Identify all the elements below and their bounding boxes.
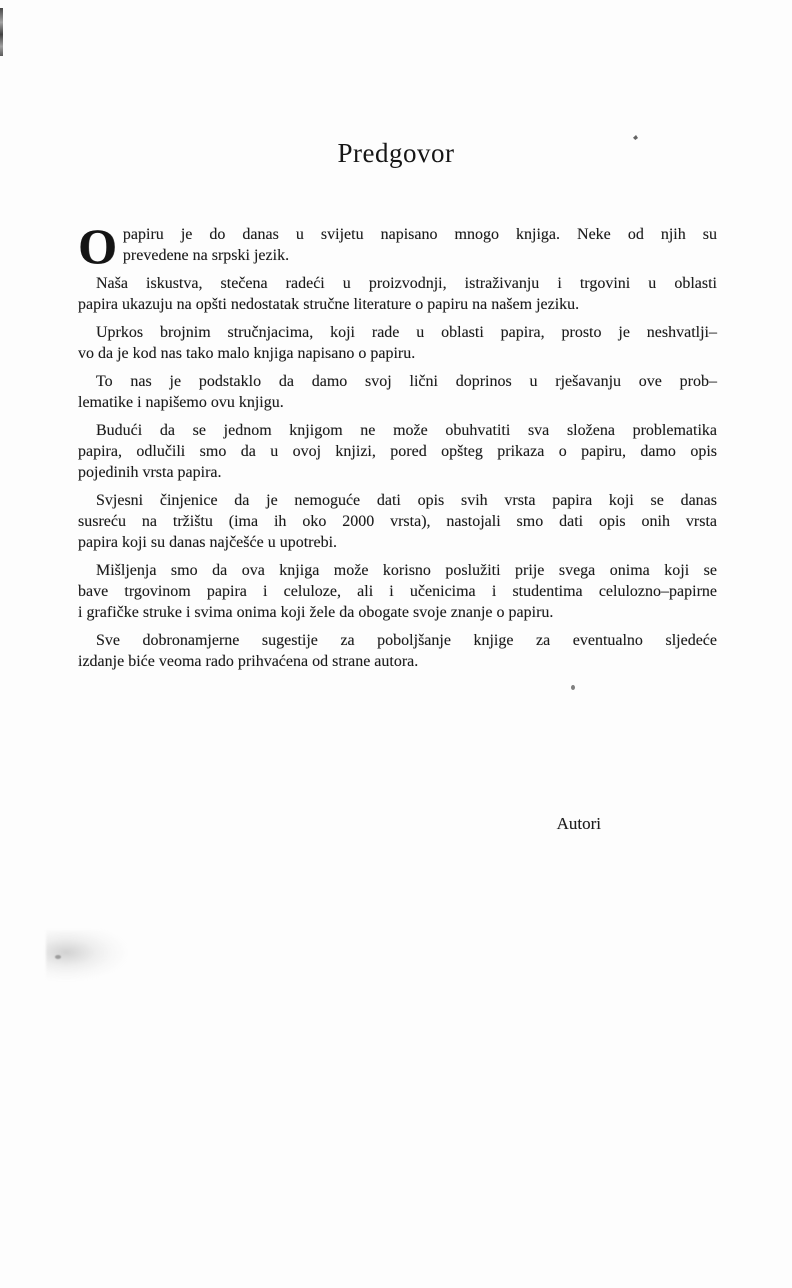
text-line: pojedinih vrsta papira. bbox=[78, 464, 222, 481]
paragraph bbox=[78, 371, 717, 413]
text-line: papira, odlučili smo da u ovoj knjizi, pored opšteg prikaza o papiru, damo opis bbox=[78, 443, 717, 460]
scan-artifact-speck bbox=[571, 685, 575, 690]
text-line: Sve dobronamjerne sugestije za poboljšanje knjige za eventualno sljedeće bbox=[96, 632, 717, 649]
page-title: Predgovor bbox=[337, 138, 455, 168]
text-line: Naša iskustva, stečena radeći u proizvodnji, istraživanju i trgovini u oblasti bbox=[96, 275, 717, 292]
paragraph bbox=[78, 273, 717, 315]
text-line: bave trgovinom papira i celuloze, ali i učenicima i studentima celulozno–papirne bbox=[78, 583, 717, 600]
text-line: papira ukazuju na opšti nedostatak stručne literature o papiru na našem jeziku. bbox=[78, 296, 580, 313]
text-line: Uprkos brojnim stručnjacima, koji rade u oblasti papira, prosto je neshvatlji– bbox=[96, 324, 717, 341]
preface-text-block bbox=[78, 218, 717, 679]
text-line: Mišljenja smo da ova knjiga može korisno poslužiti prije svega onima koji se bbox=[96, 562, 717, 579]
text-line: papiru je do danas u svijetu napisano mnogo knjiga. Neke od njih su bbox=[122, 226, 717, 243]
text-line: i grafičke struke i svima onima koji žele da obogate svoje znanje o papiru. bbox=[78, 604, 554, 621]
author-signature: Autori bbox=[556, 814, 601, 833]
text-line: Svjesni činjenice da je nemoguće dati opis svih vrsta papira koji se danas bbox=[96, 492, 717, 509]
drop-cap: O bbox=[78, 218, 117, 274]
scan-artifact-smudge-dot bbox=[55, 955, 61, 959]
text-line: To nas je podstaklo da damo svoj lični doprinos u rješavanju ove prob– bbox=[96, 373, 717, 390]
paragraph bbox=[78, 560, 717, 623]
scan-artifact-left-edge bbox=[0, 8, 3, 56]
text-line: papira koji su danas najčešće u upotrebi. bbox=[78, 534, 338, 551]
text-line: prevedene na srpski jezik. bbox=[122, 247, 290, 264]
paragraph bbox=[78, 322, 717, 364]
text-line: lematike i napišemo ovu knjigu. bbox=[78, 394, 284, 411]
paragraph bbox=[78, 490, 717, 553]
paragraph bbox=[78, 630, 717, 672]
text-line: vo da je kod nas tako malo knjiga napisano o papiru. bbox=[78, 345, 416, 362]
paragraph bbox=[78, 218, 717, 274]
text-line: izdanje biće veoma rado prihvaćena od strane autora. bbox=[78, 653, 419, 670]
text-line: Budući da se jednom knjigom ne može obuhvatiti sva složena problematika bbox=[96, 422, 717, 439]
text-line: susreću na tržištu (ima ih oko 2000 vrsta), nastojali smo dati opis onih vrsta bbox=[78, 513, 717, 530]
paragraph bbox=[78, 420, 717, 483]
